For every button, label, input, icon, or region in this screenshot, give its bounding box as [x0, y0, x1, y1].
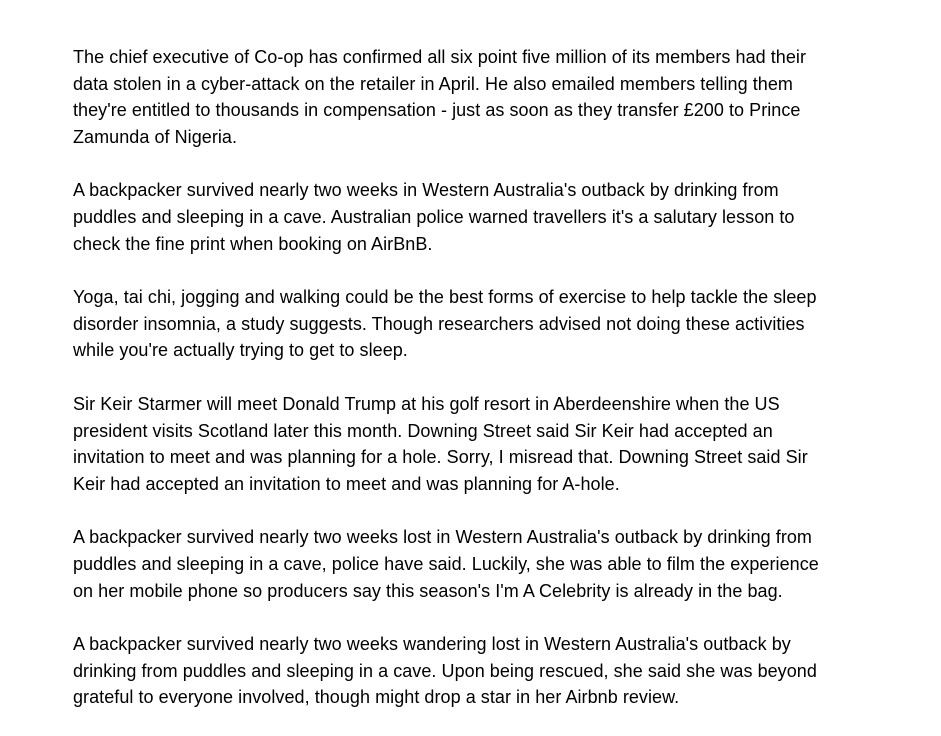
text-line: A backpacker survived nearly two weeks lost in Western Australia's outback by drinking from — [73, 527, 812, 548]
paragraph-coop — [73, 44, 923, 150]
text-line: they're entitled to thousands in compensation - just as soon as they transfer £200 to Prince — [73, 100, 801, 121]
text-line: Keir had accepted an invitation to meet and was planning for A-hole. — [73, 473, 620, 494]
text-line: while you're actually trying to get to sleep. — [73, 340, 408, 361]
text-line: check the fine print when booking on AirBnB. — [73, 233, 433, 254]
text-line: disorder insomnia, a study suggests. Though researchers advised not doing these activities — [73, 313, 805, 334]
text-line: invitation to meet and was planning for a hole. Sorry, I misread that. Downing Street said Sir — [73, 447, 808, 468]
text-line: Yoga, tai chi, jogging and walking could be the best forms of exercise to help tackle the sleep — [73, 287, 817, 308]
text-line: Zamunda of Nigeria. — [73, 126, 238, 147]
paragraph-starmer-trump — [73, 391, 923, 497]
text-line: president visits Scotland later this month. Downing Street said Sir Keir had accepted an — [73, 420, 773, 441]
text-line: A backpacker survived nearly two weeks wandering lost in Western Australia's outback by — [73, 634, 791, 655]
text-line: drinking from puddles and sleeping in a cave. Upon being rescued, she said she was beyond — [73, 660, 817, 681]
text-line: puddles and sleeping in a cave. Australian police warned travellers it's a salutary lesson to — [73, 206, 795, 227]
text-line: The chief executive of Co-op has confirmed all six point five million of its members had their — [73, 47, 807, 67]
document-body — [73, 44, 923, 711]
text-line: A backpacker survived nearly two weeks in Western Australia's outback by drinking from — [73, 180, 779, 201]
paragraph-backpacker-celebrity — [73, 524, 923, 604]
text-line: Sir Keir Starmer will meet Donald Trump at his golf resort in Aberdeenshire when the US — [73, 393, 780, 414]
paragraph-yoga-insomnia — [73, 284, 923, 364]
text-line: puddles and sleeping in a cave, police have said. Luckily, she was able to film the experience — [73, 553, 819, 574]
text-line: data stolen in a cyber-attack on the retailer in April. He also emailed members telling them — [73, 73, 793, 94]
text-line: grateful to everyone involved, though might drop a star in her Airbnb review. — [73, 687, 680, 708]
text-line: on her mobile phone so producers say this season's I'm A Celebrity is already in the bag. — [73, 580, 783, 601]
paragraph-backpacker-review — [73, 631, 923, 711]
paragraph-backpacker-airbnb — [73, 177, 923, 257]
